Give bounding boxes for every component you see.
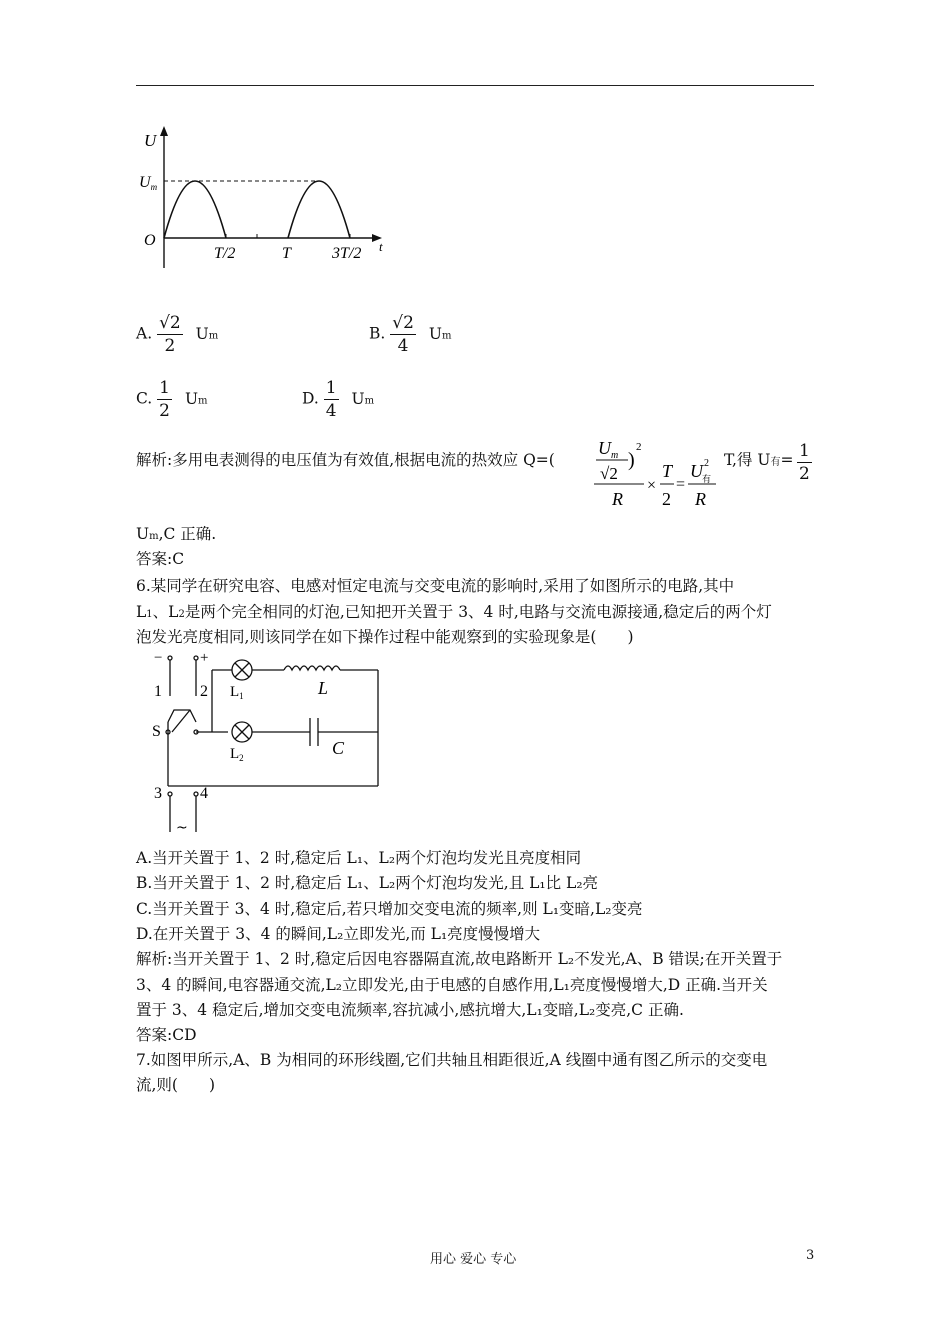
svg-text:L2: $L_2$ bbox=[230, 746, 244, 763]
q6-answer: 答案:CD bbox=[136, 1026, 197, 1044]
q5-analysis-line2: Um,C 正确. bbox=[136, 525, 217, 543]
q5-answer: 答案:C bbox=[136, 550, 185, 568]
option-c-unit: U bbox=[184, 389, 199, 408]
option-d-fraction: $\frac{1}{4}$ bbox=[325, 378, 337, 421]
option-b-fraction: $\frac{√2}{4}$ bbox=[392, 313, 414, 356]
svg-text:S: S bbox=[152, 723, 161, 740]
svg-text:−: − bbox=[154, 650, 163, 666]
graph-origin-label: O bbox=[144, 232, 156, 249]
q6-option-a: A.当开关置于 1、2 时,稳定后 L₁、L₂两个灯泡均发光且亮度相同 bbox=[136, 849, 582, 867]
svg-text:2: 2 bbox=[636, 441, 642, 453]
option-c-fraction: $\frac{1}{2}$ bbox=[159, 378, 170, 421]
option-b-letter: B. bbox=[369, 324, 386, 343]
svg-text:R: R bbox=[612, 489, 623, 509]
svg-text:1: 1 bbox=[154, 683, 162, 700]
option-a: A. $\frac{√2}{2}$ Um bbox=[136, 313, 219, 356]
graph-tick-label-t2: T/2 bbox=[214, 245, 236, 262]
q6-analysis-line2: 3、4 的瞬间,电容器通交流,L₂立即发光,由于电感的自感作用,L₁亮度慢慢增大,D 正确.当开关 bbox=[136, 976, 768, 994]
q5-analysis-half: $\frac{1}{2}$ bbox=[799, 441, 810, 484]
svg-text:4: 4 bbox=[200, 785, 208, 802]
graph-hump-2 bbox=[288, 181, 350, 238]
q5-analysis-tail: T,得 U有= bbox=[724, 451, 794, 469]
q6-analysis-line3: 置于 3、4 稳定后,增加交变电流频率,容抗减小,感抗增大,L₁变暗,L₂变亮,C 正确. bbox=[136, 1001, 684, 1019]
option-a-unit: U bbox=[195, 324, 209, 343]
svg-text:U: U bbox=[690, 461, 703, 481]
svg-text:L1: $L_1$ bbox=[230, 684, 244, 701]
q6-stem-line3: 泡发光亮度相同,则该同学在如下操作过程中能观察到的实验现象是( ) bbox=[136, 628, 634, 646]
option-c-letter: C. bbox=[136, 389, 153, 408]
svg-text:Um: $U_m$ bbox=[598, 438, 619, 461]
graph-tick-label-t: T bbox=[282, 245, 291, 262]
circuit-diagram bbox=[146, 648, 396, 836]
option-d: D. $\frac{1}{4}$ Um bbox=[302, 378, 375, 421]
svg-text:2: 2 bbox=[200, 683, 208, 700]
svg-text:L: L bbox=[318, 678, 329, 698]
page-number: 3 bbox=[806, 1248, 815, 1263]
svg-text:3: 3 bbox=[154, 785, 162, 802]
q6-option-d: D.在开关置于 3、4 的瞬间,L₂立即发光,而 L₁亮度慢慢增大 bbox=[136, 925, 541, 943]
graph-y-arrow bbox=[160, 126, 168, 136]
svg-text:=: = bbox=[676, 476, 686, 493]
option-d-letter: D. bbox=[302, 389, 319, 408]
svg-text:+: + bbox=[200, 650, 209, 666]
option-a-letter: A. bbox=[136, 324, 153, 343]
svg-text:T: T bbox=[662, 461, 673, 481]
q6-stem-line1: 6.某同学在研究电容、电感对恒定电流与交变电流的影响时,采用了如图所示的电路,其中 bbox=[136, 577, 735, 595]
option-a-fraction: $\frac{√2}{2}$ bbox=[159, 313, 181, 356]
q6-analysis-line1: 解析:当开关置于 1、2 时,稳定后因电容器隔直流,故电路断开 L₂不发光,A、B 错误;在开关置于 bbox=[136, 950, 783, 968]
svg-text:~: ~ bbox=[176, 820, 188, 836]
voltage-graph bbox=[136, 120, 396, 270]
option-c: C. $\frac{1}{2}$ Um bbox=[136, 378, 208, 421]
svg-text:): ) bbox=[628, 449, 635, 471]
q5-formula bbox=[592, 432, 722, 514]
svg-text:有: 有 bbox=[702, 475, 712, 485]
svg-text:R: R bbox=[695, 489, 706, 509]
q7-stem-line1: 7.如图甲所示,A、B 为相同的环形线圈,它们共轴且相距很近,A 线圈中通有图乙所示的交变电 bbox=[136, 1051, 768, 1069]
graph-tick-label-3t2: 3T/2 bbox=[332, 245, 362, 262]
header-rule bbox=[136, 85, 814, 86]
q6-stem-line2: L1、L2是两个完全相同的灯泡,已知把开关置于 3、4 时,电路与交流电源接通,稳定后的两个灯 bbox=[136, 603, 772, 621]
q6-option-b: B.当开关置于 1、2 时,稳定后 L₁、L₂两个灯泡均发光,且 L₁比 L₂亮 bbox=[136, 874, 599, 892]
q7-stem-line2: 流,则( ) bbox=[136, 1076, 216, 1094]
graph-axis-x-label: t bbox=[379, 239, 383, 254]
svg-text:√2: √2 bbox=[600, 464, 618, 483]
option-b: B. $\frac{√2}{4}$ Um bbox=[369, 313, 452, 356]
graph-axis-y-label: U bbox=[144, 131, 157, 150]
option-b-unit: U bbox=[428, 324, 442, 343]
svg-text:2: 2 bbox=[662, 489, 671, 509]
footer-center: 用心 爱心 专心 bbox=[430, 1252, 517, 1267]
q5-analysis-lead: 解析:多用电表测得的电压值为有效值,根据电流的热效应 Q=( bbox=[136, 451, 555, 469]
svg-text:×: × bbox=[647, 477, 657, 494]
graph-um-label: Um bbox=[139, 174, 158, 192]
svg-text:2: 2 bbox=[704, 458, 709, 469]
svg-text:C: C bbox=[332, 738, 345, 758]
graph-hump-1 bbox=[164, 181, 226, 238]
q6-option-c: C.当开关置于 3、4 时,稳定后,若只增加交变电流的频率,则 L₁变暗,L₂变亮 bbox=[136, 900, 643, 918]
option-d-unit: U bbox=[351, 389, 365, 408]
